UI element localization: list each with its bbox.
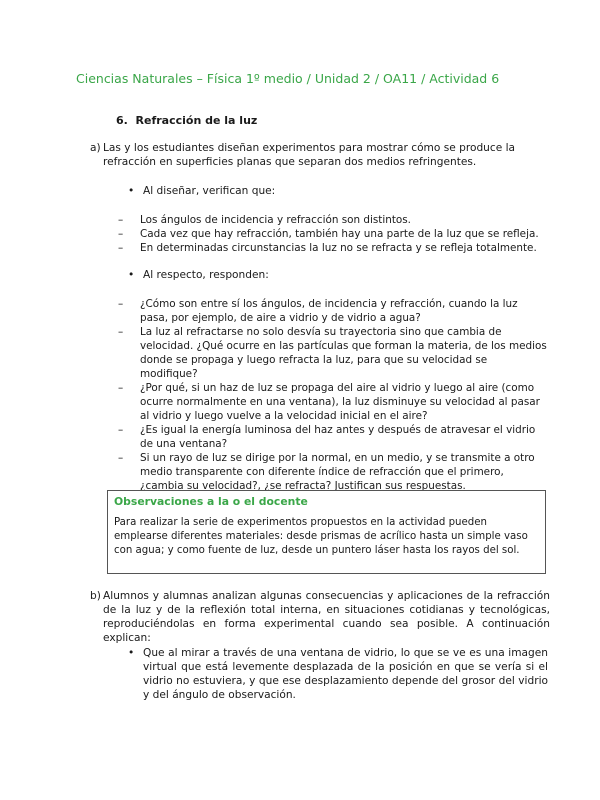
section-title — [116, 114, 257, 127]
list-item: – Los ángulos de incidencia y refracción son distintos. — [118, 214, 411, 226]
bullet-window-image — [128, 646, 548, 702]
dash-icon: – — [118, 228, 124, 240]
questions-list — [118, 297, 548, 493]
item-a-label: a) — [90, 142, 101, 154]
item-a-text: Las y los estudiantes diseñan experimentos para mostrar cómo se produce la refracción en superficies planas que separan dos medios refringentes. — [103, 142, 516, 168]
observations-title: Observaciones a la o el docente — [114, 495, 308, 508]
section-title-text: Refracción de la luz — [135, 114, 258, 127]
bullet-dot-icon: • — [128, 647, 135, 659]
bullet-dot-icon: • — [128, 269, 135, 281]
dash-icon: – — [118, 424, 124, 436]
list-item: – En determinadas circunstancias la luz no se refracta y se refleja totalmente. — [118, 242, 537, 254]
list-item: – Si un rayo de luz se dirige por la normal, en un medio, y se transmite a otro medio transparente con diferente índice de refracción que el primero, ¿cambia su velocidad?, ¿se refracta? Justifican sus respuestas. — [118, 452, 535, 492]
teacher-observations-box — [107, 490, 546, 574]
item-b-text: Alumnos y alumnas analizan algunas consecuencias y aplicaciones de la refracción de la luz y de la reflexión total interna, en situaciones cotidianas y tecnológicas, reproduciéndolas en forma experimental cuando sea posible. A continuación explican: — [103, 590, 550, 644]
list-item: – ¿Cómo son entre sí los ángulos, de incidencia y refracción, cuando la luz pasa, por ejemplo, de aire a vidrio y de vidrio a agua? — [118, 298, 518, 324]
bullet-window-image-text: Que al mirar a través de una ventana de vidrio, lo que se ve es una imagen virtual que está levemente desplazada de la posición en que se vería si el vidrio no estuviera, y que ese desplazamiento depende del grosor del vidrio y del ángulo de observación. — [143, 647, 548, 701]
list-item: – ¿Por qué, si un haz de luz se propaga del aire al vidrio y luego al aire (como ocurre normalmente en una ventana), la luz disminuye su velocidad al pasar al vidrio y luego vuelve a la velocidad inicial en el aire? — [118, 382, 540, 422]
design-checks-list — [118, 213, 548, 255]
item-a — [90, 141, 550, 169]
item-b — [90, 589, 550, 645]
dash-icon: – — [118, 326, 124, 338]
dash-icon: – — [118, 298, 124, 310]
dash-icon: – — [118, 242, 124, 254]
bullet-dot-icon: • — [128, 185, 135, 197]
dash-icon: – — [118, 382, 124, 394]
list-item: – La luz al refractarse no solo desvía su trayectoria sino que cambia de velocidad. ¿Qué ocurre en las partículas que forman la materia, de los medios donde se propaga y luego refracta la luz, para que su velocidad se modifique? — [118, 326, 547, 380]
list-item: – Cada vez que hay refracción, también hay una parte de la luz que se refleja. — [118, 228, 539, 240]
observations-text: Para realizar la serie de experimentos propuestos en la actividad pueden emplearse diferentes materiales: desde prismas de acrílico hasta un simple vaso con agua; y como fuente de luz, desde un puntero láser hasta los rayos del sol. — [114, 517, 528, 556]
list-item: – ¿Es igual la energía luminosa del haz antes y después de atravesar el vidrio de una ventana? — [118, 424, 536, 450]
bullet-design-text: Al diseñar, verifican que: — [143, 185, 276, 197]
item-b-label: b) — [90, 590, 101, 602]
bullet-respond — [128, 268, 543, 282]
dash-icon: – — [118, 214, 124, 226]
bullet-respond-text: Al respecto, responden: — [143, 269, 269, 281]
section-number: 6. — [116, 114, 128, 127]
page-header-breadcrumb: Ciencias Naturales – Física 1º medio / Unidad 2 / OA11 / Actividad 6 — [76, 71, 500, 86]
bullet-design — [128, 184, 543, 198]
dash-icon: – — [118, 452, 124, 464]
